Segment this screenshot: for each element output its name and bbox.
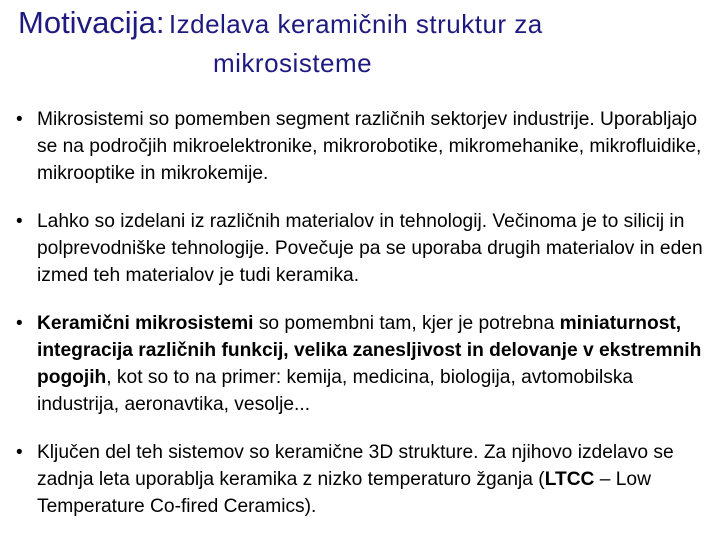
title-subtitle: Izdelava keramičnih struktur za xyxy=(168,9,543,39)
title-line-1 xyxy=(18,6,708,46)
bullet-item-3 xyxy=(16,310,716,418)
bullet-bold-term: miniaturnost, integracija različnih funkcij, velika zanesljivost in delovanje v ekstremnih pogojih xyxy=(37,313,702,388)
bullet-text: , kot so to na primer: kemija, medicina, biologija, avtomobilska industrija, aeronavtika, vesolje... xyxy=(37,367,634,415)
title-line-2: mikrosisteme xyxy=(213,48,373,78)
bullet-marker: • xyxy=(16,211,23,232)
bullet-text: Lahko so izdelani iz različnih materialov in tehnologij. Večinoma je to silicij in polprevodniške tehnologije. Povečuje pa se uporaba drugih materialov in eden izmed teh materialov je tudi keramika. xyxy=(37,211,703,286)
bullet-item-2 xyxy=(16,208,716,289)
bullet-text: Ključen del teh sistemov so keramične 3D strukture. Za njihovo izdelavo se zadnja leta uporablja keramika z nizko temperaturo žganja ( xyxy=(37,442,674,490)
slide-title xyxy=(18,6,708,80)
bullet-text: Mikrosistemi so pomemben segment različnih sektorjev industrije. Uporabljajo se na področjih mikroelektronike, mikrorobotike, mikromehanike, mikrofluidike, mikrooptike in mikrokemije. xyxy=(37,109,702,184)
bullet-bold-term: LTCC xyxy=(544,469,595,490)
bullet-marker: • xyxy=(16,442,23,463)
bullet-marker: • xyxy=(16,313,23,334)
bullet-marker: • xyxy=(16,109,23,130)
bullet-text: so pomembni tam, kjer je potrebna xyxy=(253,313,560,334)
bullet-list xyxy=(16,106,716,520)
bullet-bold-term: Keramični mikrosistemi xyxy=(37,313,254,334)
bullet-item-4 xyxy=(16,439,716,520)
bullet-item-1 xyxy=(16,106,716,187)
title-main: Motivacija: xyxy=(18,5,165,40)
bullet-text: – Low Temperature Co-fired Ceramics). xyxy=(37,469,651,517)
